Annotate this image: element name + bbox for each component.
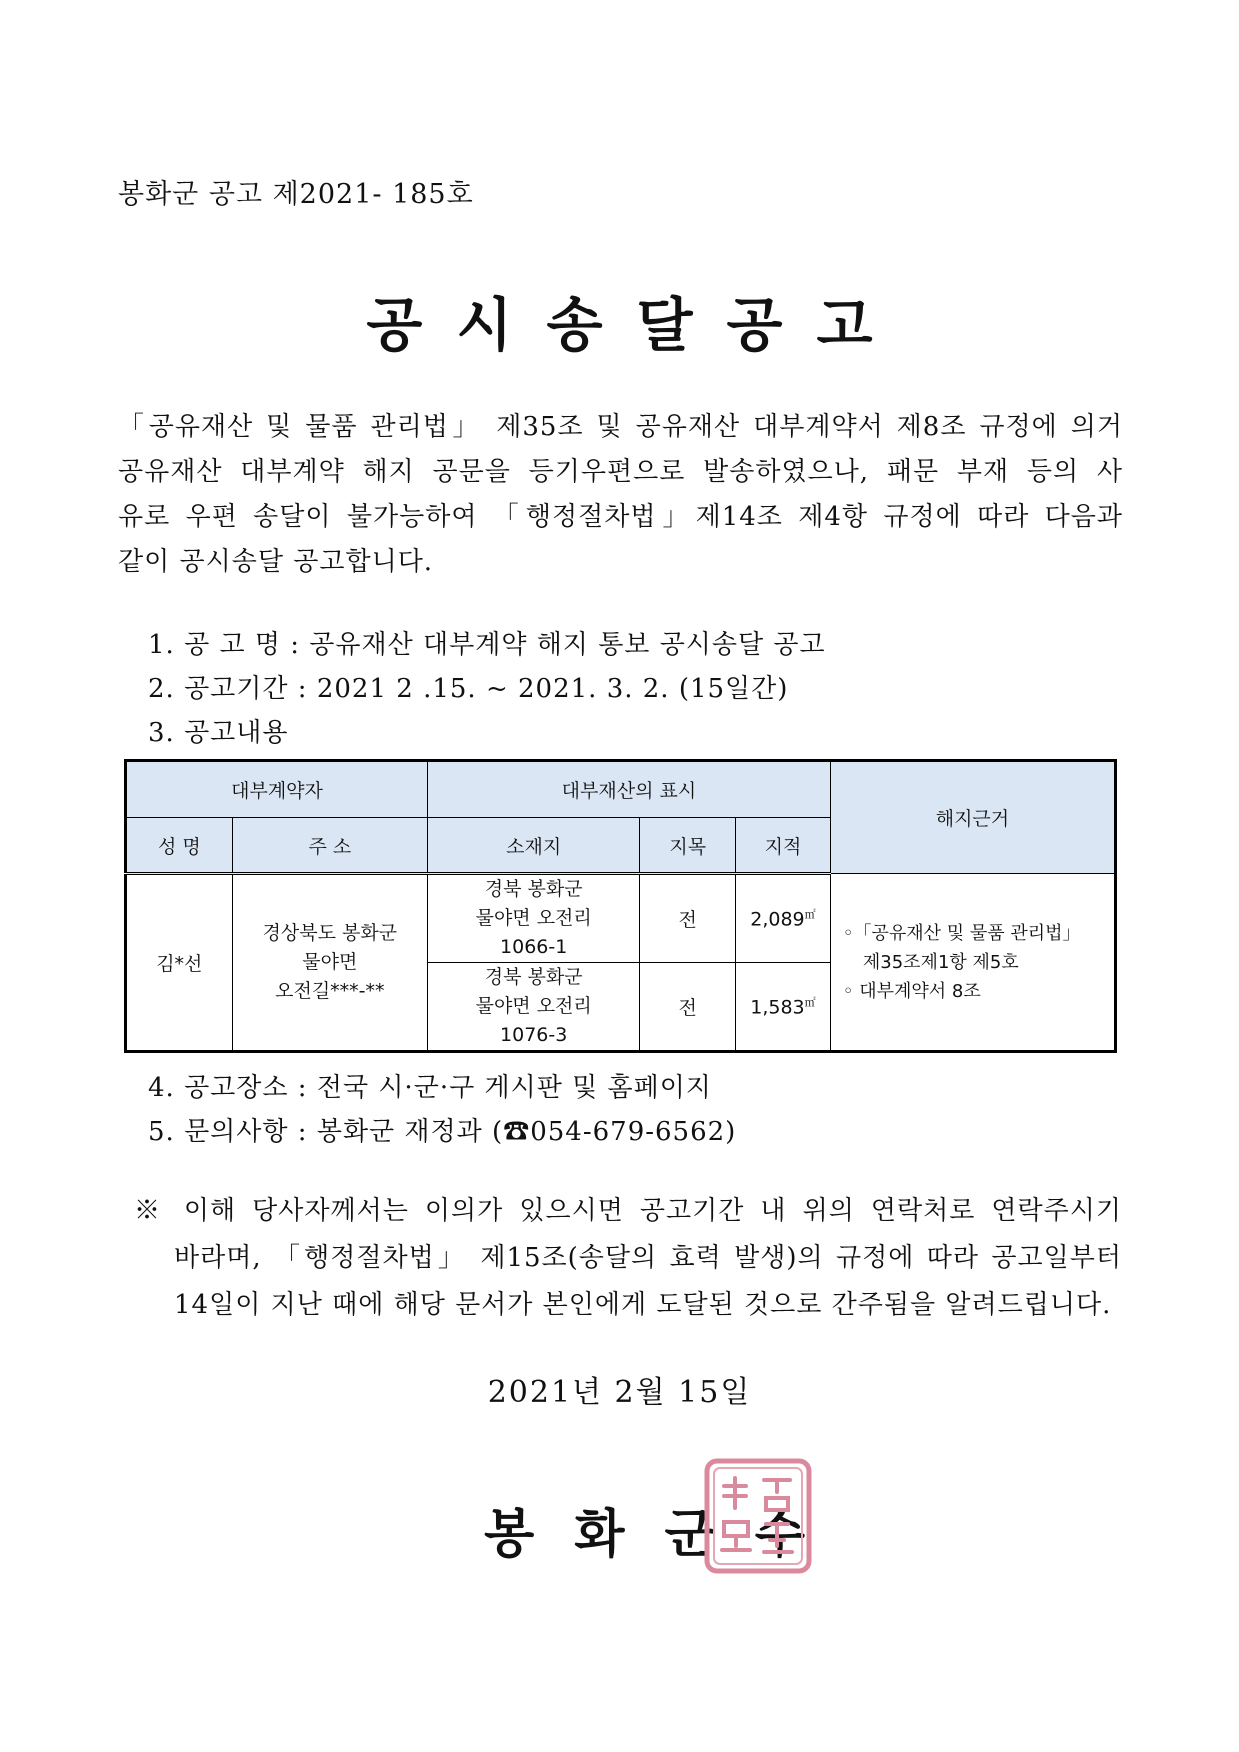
remark-line: 바라며, 「행정절차법」 제15조(송달의 효력 발생)의 규정에 따라 공고일부터 (174, 1243, 1122, 1273)
official-seal-icon (702, 1456, 814, 1576)
body-line: 「공유재산 및 물품 관리법」 제35조 및 공유재산 대부계약서 제8조 규정에 의거 (118, 412, 1123, 442)
header-contractor: 대부계약자 (126, 761, 428, 818)
item-notice-name: 1. 공 고 명 : 공유재산 대부계약 해지 통보 공시송달 공고 (148, 630, 826, 660)
property-category: 전 (640, 963, 736, 1052)
page-title: 공시송달공고 (366, 291, 907, 359)
property-area: 2,089㎡ (736, 874, 831, 963)
contractor-address: 경상북도 봉화군 물야면 오전길***-** (232, 874, 427, 1052)
header-area: 지적 (736, 818, 831, 874)
header-basis: 해지근거 (830, 761, 1115, 874)
table-row (126, 874, 1116, 963)
body-line: 같이 공시송달 공고합니다. (118, 547, 434, 577)
body-line: 공유재산 대부계약 해지 공문을 등기우편으로 발송하였으나, 패문 부재 등의 사 (118, 457, 1123, 487)
contractor-name: 김*선 (126, 874, 233, 1052)
remark-line: ※ 이해 당사자께서는 이의가 있으시면 공고기간 내 위의 연락처로 연락주시기 (134, 1196, 1122, 1226)
notice-items-continued (148, 1066, 736, 1154)
remark-line: 14일이 지난 때에 해당 문서가 본인에게 도달된 것으로 간주됨을 알려드립니다. (174, 1290, 1112, 1320)
notice-remark (134, 1188, 1122, 1329)
body-paragraph (118, 405, 1123, 585)
header-location: 소재지 (428, 818, 640, 874)
signature: 봉화군수 (484, 1505, 845, 1565)
property-area: 1,583㎡ (736, 963, 831, 1052)
property-category: 전 (640, 874, 736, 963)
header-address: 주 소 (232, 818, 427, 874)
notice-number: 봉화군 공고 제2021- 185호 (118, 179, 474, 210)
item-notice-content: 3. 공고내용 (148, 718, 289, 748)
notice-items (148, 623, 826, 755)
header-category: 지목 (640, 818, 736, 874)
item-notice-place: 4. 공고장소 : 전국 시·군·구 게시판 및 홈페이지 (148, 1073, 712, 1103)
termination-basis: ◦「공유재산 및 물품 관리법」 제35조제1항 제5호 ◦ 대부계약서 8조 (830, 874, 1115, 1052)
property-location: 경북 봉화군 물야면 오전리 1076-3 (428, 963, 640, 1052)
property-location: 경북 봉화군 물야면 오전리 1066-1 (428, 874, 640, 963)
notice-table (124, 759, 1117, 1053)
header-property: 대부재산의 표시 (428, 761, 831, 818)
item-inquiry: 5. 문의사항 : 봉화군 재정과 (☎054-679-6562) (148, 1117, 737, 1147)
notice-date: 2021년 2월 15일 (487, 1375, 752, 1410)
item-notice-period: 2. 공고기간 : 2021 2 .15. ~ 2021. 3. 2. (15일간) (148, 674, 789, 704)
body-line: 유로 우편 송달이 불가능하여 「행정절차법」제14조 제4항 규정에 따라 다음과 (118, 502, 1123, 532)
header-name: 성 명 (126, 818, 233, 874)
